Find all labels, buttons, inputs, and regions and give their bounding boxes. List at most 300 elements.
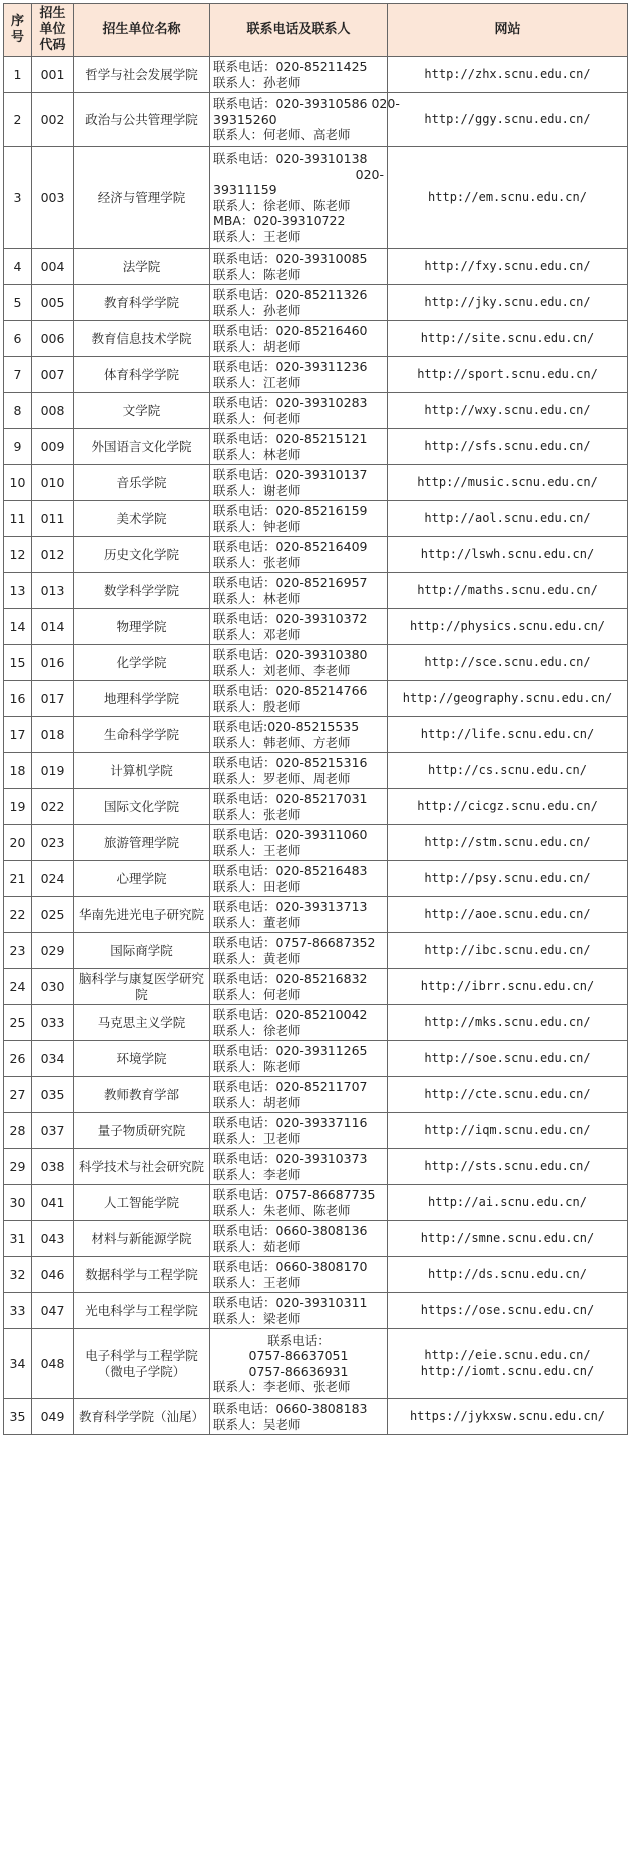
row-number: 20 bbox=[4, 825, 32, 861]
contact-line: 联系人：王老师 bbox=[213, 228, 301, 244]
contact-info bbox=[210, 717, 388, 753]
website-cell bbox=[388, 1113, 628, 1149]
contact-line: 联系电话：020-85214766 bbox=[213, 683, 368, 698]
contact-line: 联系人：张老师 bbox=[213, 806, 301, 822]
contact-line: 联系人：田老师 bbox=[213, 878, 301, 894]
row-number: 13 bbox=[4, 573, 32, 609]
website-link[interactable]: http://ibc.scnu.edu.cn/ bbox=[424, 942, 591, 957]
contact-line: 联系人：江老师 bbox=[213, 374, 301, 390]
unit-code: 024 bbox=[32, 861, 74, 897]
website-link[interactable]: http://iqm.scnu.edu.cn/ bbox=[424, 1122, 591, 1137]
website-link[interactable]: http://stm.scnu.edu.cn/ bbox=[424, 834, 591, 849]
table-row bbox=[4, 321, 628, 357]
contact-line: 联系电话：020-39310311 bbox=[213, 1295, 368, 1310]
website-link[interactable]: http://lswh.scnu.edu.cn/ bbox=[420, 546, 595, 561]
unit-code: 011 bbox=[32, 501, 74, 537]
unit-name: 地理科学学院 bbox=[74, 681, 210, 717]
unit-code: 002 bbox=[32, 93, 74, 147]
table-row bbox=[4, 1005, 628, 1041]
contact-line: 联系人：罗老师、周老师 bbox=[213, 770, 351, 786]
contact-info bbox=[210, 609, 388, 645]
unit-name: 文学院 bbox=[74, 393, 210, 429]
website-link[interactable]: http://aoe.scnu.edu.cn/ bbox=[424, 906, 591, 921]
unit-code: 007 bbox=[32, 357, 74, 393]
website-cell bbox=[388, 1185, 628, 1221]
unit-name: 物理学院 bbox=[74, 609, 210, 645]
website-link[interactable]: http://ggy.scnu.edu.cn/ bbox=[424, 111, 591, 126]
row-number: 21 bbox=[4, 861, 32, 897]
unit-code: 034 bbox=[32, 1041, 74, 1077]
contact-line: 39315260 bbox=[213, 111, 277, 127]
contact-info bbox=[210, 1185, 388, 1221]
website-cell bbox=[388, 609, 628, 645]
unit-name: 教育科学学院（汕尾） bbox=[74, 1399, 210, 1435]
table-row bbox=[4, 501, 628, 537]
website-link[interactable]: http://soe.scnu.edu.cn/ bbox=[424, 1050, 591, 1065]
unit-name: 科学技术与社会研究院 bbox=[74, 1149, 210, 1185]
unit-code: 047 bbox=[32, 1293, 74, 1329]
contact-line: 联系人：何老师 bbox=[213, 986, 301, 1002]
website-link[interactable]: http://cicgz.scnu.edu.cn/ bbox=[417, 798, 598, 813]
contact-line: 联系电话：0660-3808170 bbox=[213, 1259, 368, 1274]
contact-info bbox=[210, 147, 388, 249]
contact-line: 联系人：韩老师、方老师 bbox=[213, 734, 351, 750]
contact-info bbox=[210, 933, 388, 969]
website-link[interactable]: http://em.scnu.edu.cn/ bbox=[428, 189, 587, 204]
unit-name: 教育信息技术学院 bbox=[74, 321, 210, 357]
table-row bbox=[4, 285, 628, 321]
table-row bbox=[4, 393, 628, 429]
unit-code: 013 bbox=[32, 573, 74, 609]
website-cell bbox=[388, 1257, 628, 1293]
unit-code: 019 bbox=[32, 753, 74, 789]
website-link[interactable]: http://iomt.scnu.edu.cn/ bbox=[420, 1363, 595, 1378]
unit-code: 005 bbox=[32, 285, 74, 321]
contact-line: 联系人：茹老师 bbox=[213, 1238, 301, 1254]
unit-name: 脑科学与康复医学研究院 bbox=[74, 969, 210, 1005]
unit-name: 国际文化学院 bbox=[74, 789, 210, 825]
contact-line: 联系电话：0660-3808136 bbox=[213, 1223, 368, 1238]
website-link[interactable]: http://cs.scnu.edu.cn/ bbox=[428, 762, 587, 777]
website-cell bbox=[388, 753, 628, 789]
website-link[interactable]: http://geography.scnu.edu.cn/ bbox=[402, 690, 613, 705]
contact-line: 联系人：邓老师 bbox=[213, 626, 301, 642]
contact-info bbox=[210, 249, 388, 285]
contact-info bbox=[210, 1005, 388, 1041]
contact-line: 联系人：张老师 bbox=[213, 554, 301, 570]
website-link[interactable]: http://mks.scnu.edu.cn/ bbox=[424, 1014, 591, 1029]
website-cell bbox=[388, 93, 628, 147]
contact-line: 联系人：朱老师、陈老师 bbox=[213, 1202, 351, 1218]
contact-line: 联系人：李老师、张老师 bbox=[213, 1379, 351, 1394]
contact-info bbox=[210, 789, 388, 825]
table-row bbox=[4, 1149, 628, 1185]
contact-line: 联系人：孙老师 bbox=[213, 302, 301, 318]
website-cell bbox=[388, 57, 628, 93]
contact-line: 联系电话：020-39310372 bbox=[213, 611, 368, 626]
contact-info bbox=[210, 93, 400, 147]
unit-code: 001 bbox=[32, 57, 74, 93]
website-link[interactable]: http://cte.scnu.edu.cn/ bbox=[424, 1086, 591, 1101]
table-row bbox=[4, 609, 628, 645]
row-number: 1 bbox=[4, 57, 32, 93]
row-number: 30 bbox=[4, 1185, 32, 1221]
website-cell bbox=[388, 1077, 628, 1113]
contact-line: 联系人：吴老师 bbox=[213, 1416, 301, 1432]
unit-name: 音乐学院 bbox=[74, 465, 210, 501]
contact-line: 联系电话：020-85210042 bbox=[213, 1007, 368, 1022]
unit-code: 016 bbox=[32, 645, 74, 681]
website-cell bbox=[388, 1399, 628, 1435]
contact-line: 联系电话：020-85216409 bbox=[213, 539, 368, 554]
contact-line: 0757-86636931 bbox=[248, 1363, 349, 1379]
website-link[interactable]: http://fxy.scnu.edu.cn/ bbox=[424, 258, 591, 273]
row-number: 15 bbox=[4, 645, 32, 681]
row-number: 19 bbox=[4, 789, 32, 825]
row-number: 16 bbox=[4, 681, 32, 717]
contact-line: 联系人：殷老师 bbox=[213, 698, 301, 714]
contact-info bbox=[210, 465, 388, 501]
table-row bbox=[4, 357, 628, 393]
website-cell bbox=[388, 1149, 628, 1185]
contact-info bbox=[210, 1329, 388, 1399]
table-row bbox=[4, 57, 628, 93]
table-row bbox=[4, 789, 628, 825]
unit-name: 数学科学学院 bbox=[74, 573, 210, 609]
contact-line: 联系电话：020-39310283 bbox=[213, 395, 368, 410]
unit-code: 012 bbox=[32, 537, 74, 573]
website-cell bbox=[388, 393, 628, 429]
contact-line: 联系人：谢老师 bbox=[213, 482, 301, 498]
contact-info bbox=[210, 825, 388, 861]
row-number: 3 bbox=[4, 147, 32, 249]
table-row bbox=[4, 1221, 628, 1257]
unit-code: 010 bbox=[32, 465, 74, 501]
contact-line: 联系人：陈老师 bbox=[213, 1058, 301, 1074]
unit-name: 环境学院 bbox=[74, 1041, 210, 1077]
website-link[interactable]: http://music.scnu.edu.cn/ bbox=[417, 474, 598, 489]
unit-name: 华南先进光电子研究院 bbox=[74, 897, 210, 933]
website-link[interactable]: http://site.scnu.edu.cn/ bbox=[420, 330, 595, 345]
contact-info bbox=[210, 1399, 388, 1435]
unit-code: 014 bbox=[32, 609, 74, 645]
row-number: 22 bbox=[4, 897, 32, 933]
website-cell bbox=[388, 645, 628, 681]
table-row bbox=[4, 537, 628, 573]
contact-line: 联系人：李老师 bbox=[213, 1166, 301, 1182]
contact-info bbox=[210, 393, 388, 429]
row-number: 18 bbox=[4, 753, 32, 789]
contact-line: 020- bbox=[355, 166, 384, 182]
website-cell bbox=[388, 357, 628, 393]
unit-name: 经济与管理学院 bbox=[74, 147, 210, 249]
website-cell bbox=[388, 249, 628, 285]
contact-line: 联系电话：020-39313713 bbox=[213, 899, 368, 914]
contact-info bbox=[210, 429, 388, 465]
unit-name: 生命科学学院 bbox=[74, 717, 210, 753]
contact-line: 联系人：梁老师 bbox=[213, 1310, 301, 1326]
contact-line: 联系电话：020-85215121 bbox=[213, 431, 368, 446]
contact-line: 0757-86637051 bbox=[248, 1348, 349, 1363]
table-row bbox=[4, 933, 628, 969]
unit-name: 计算机学院 bbox=[74, 753, 210, 789]
contact-line: 联系电话：020-85215316 bbox=[213, 755, 368, 770]
row-number: 35 bbox=[4, 1399, 32, 1435]
contact-line: 联系人：徐老师 bbox=[213, 1022, 301, 1038]
unit-code: 041 bbox=[32, 1185, 74, 1221]
unit-name: 材料与新能源学院 bbox=[74, 1221, 210, 1257]
table-row bbox=[4, 717, 628, 753]
table-row bbox=[4, 1399, 628, 1435]
contact-line: 联系人：胡老师 bbox=[213, 1094, 301, 1110]
unit-code: 046 bbox=[32, 1257, 74, 1293]
table-row bbox=[4, 1077, 628, 1113]
contact-info bbox=[210, 1257, 388, 1293]
table-row bbox=[4, 897, 628, 933]
website-link[interactable]: http://sfs.scnu.edu.cn/ bbox=[424, 438, 591, 453]
website-link[interactable]: http://sts.scnu.edu.cn/ bbox=[424, 1158, 591, 1173]
table-row bbox=[4, 681, 628, 717]
contact-line: 联系电话：020-39311265 bbox=[213, 1043, 368, 1058]
contact-line: 联系电话： bbox=[267, 1332, 330, 1348]
website-link[interactable]: http://zhx.scnu.edu.cn/ bbox=[424, 66, 591, 81]
contact-info bbox=[210, 57, 388, 93]
contact-line: 联系人：董老师 bbox=[213, 914, 301, 930]
contact-line: 联系人：胡老师 bbox=[213, 338, 301, 354]
contact-info bbox=[210, 1077, 388, 1113]
unit-code: 022 bbox=[32, 789, 74, 825]
contact-line: 联系电话：020-39310380 bbox=[213, 647, 368, 662]
contact-line: 联系人：黄老师 bbox=[213, 950, 301, 966]
contact-info bbox=[210, 1113, 388, 1149]
row-number: 11 bbox=[4, 501, 32, 537]
contact-line: 联系人：王老师 bbox=[213, 842, 301, 858]
contact-line: 联系电话：020-39311236 bbox=[213, 359, 368, 374]
table-row bbox=[4, 1293, 628, 1329]
contact-line: 联系人：徐老师、陈老师 bbox=[213, 197, 351, 213]
row-number: 26 bbox=[4, 1041, 32, 1077]
contact-line: 联系电话:020-85215535 bbox=[213, 719, 360, 734]
contact-line: 联系人：钟老师 bbox=[213, 518, 301, 534]
header-code: 招生单位代码 bbox=[32, 4, 74, 57]
table-row bbox=[4, 753, 628, 789]
unit-code: 048 bbox=[32, 1329, 74, 1399]
website-link[interactable]: http://sport.scnu.edu.cn/ bbox=[417, 366, 598, 381]
contact-line: 联系电话：020-85211425 bbox=[213, 59, 368, 74]
unit-code: 038 bbox=[32, 1149, 74, 1185]
unit-code: 043 bbox=[32, 1221, 74, 1257]
row-number: 32 bbox=[4, 1257, 32, 1293]
contact-line: 联系人：何老师 bbox=[213, 410, 301, 426]
unit-name: 教育科学学院 bbox=[74, 285, 210, 321]
row-number: 2 bbox=[4, 93, 32, 147]
row-number: 10 bbox=[4, 465, 32, 501]
website-link[interactable]: http://wxy.scnu.edu.cn/ bbox=[424, 402, 591, 417]
website-cell bbox=[388, 1041, 628, 1077]
table-row bbox=[4, 465, 628, 501]
website-link[interactable]: http://jky.scnu.edu.cn/ bbox=[424, 294, 591, 309]
row-number: 29 bbox=[4, 1149, 32, 1185]
table-row bbox=[4, 249, 628, 285]
contact-info bbox=[210, 861, 388, 897]
table-row bbox=[4, 429, 628, 465]
website-link[interactable]: http://ds.scnu.edu.cn/ bbox=[428, 1266, 587, 1281]
contact-line: 联系电话：020-85217031 bbox=[213, 791, 368, 806]
contact-info bbox=[210, 1149, 388, 1185]
row-number: 28 bbox=[4, 1113, 32, 1149]
website-link[interactable]: http://smne.scnu.edu.cn/ bbox=[420, 1230, 595, 1245]
contact-line: 联系人：何老师、高老师 bbox=[213, 127, 351, 143]
website-link[interactable]: http://psy.scnu.edu.cn/ bbox=[424, 870, 591, 885]
table-row bbox=[4, 825, 628, 861]
unit-name: 旅游管理学院 bbox=[74, 825, 210, 861]
website-cell bbox=[388, 861, 628, 897]
contact-line: 联系电话：020-85211326 bbox=[213, 287, 368, 302]
unit-name: 外国语言文化学院 bbox=[74, 429, 210, 465]
header-site: 网站 bbox=[388, 4, 628, 57]
website-link[interactable]: http://physics.scnu.edu.cn/ bbox=[409, 618, 606, 633]
table-row bbox=[4, 147, 628, 249]
unit-code: 030 bbox=[32, 969, 74, 1005]
website-cell bbox=[388, 1293, 628, 1329]
header-contact: 联系电话及联系人 bbox=[210, 4, 388, 57]
website-cell bbox=[388, 717, 628, 753]
contact-line: 联系电话：020-85216832 bbox=[213, 971, 368, 986]
contact-info bbox=[210, 1293, 388, 1329]
contact-line: 联系电话：020-39337116 bbox=[213, 1115, 368, 1130]
contact-line: 联系电话：020-39310137 bbox=[213, 467, 368, 482]
website-link[interactable]: http://maths.scnu.edu.cn/ bbox=[417, 582, 598, 597]
website-cell bbox=[388, 1329, 628, 1399]
website-link[interactable]: http://eie.scnu.edu.cn/ bbox=[424, 1348, 591, 1362]
unit-name: 马克思主义学院 bbox=[74, 1005, 210, 1041]
unit-code: 033 bbox=[32, 1005, 74, 1041]
contact-info bbox=[210, 573, 388, 609]
website-cell bbox=[388, 933, 628, 969]
contact-line: MBA：020-39310722 bbox=[213, 213, 346, 228]
unit-code: 004 bbox=[32, 249, 74, 285]
website-cell bbox=[388, 573, 628, 609]
header-row bbox=[4, 4, 628, 57]
unit-code: 049 bbox=[32, 1399, 74, 1435]
website-link[interactable]: http://ibrr.scnu.edu.cn/ bbox=[420, 978, 595, 993]
contact-line: 联系电话：020-39310138 bbox=[213, 151, 368, 166]
row-number: 24 bbox=[4, 969, 32, 1005]
contact-line: 联系电话：0660-3808183 bbox=[213, 1401, 368, 1416]
contact-line: 联系电话：0757-86687352 bbox=[213, 935, 376, 950]
contact-info bbox=[210, 753, 388, 789]
row-number: 17 bbox=[4, 717, 32, 753]
table-row bbox=[4, 1185, 628, 1221]
website-link[interactable]: https://ose.scnu.edu.cn/ bbox=[420, 1302, 595, 1317]
row-number: 5 bbox=[4, 285, 32, 321]
row-number: 7 bbox=[4, 357, 32, 393]
unit-code: 035 bbox=[32, 1077, 74, 1113]
unit-name: 量子物质研究院 bbox=[74, 1113, 210, 1149]
website-cell bbox=[388, 825, 628, 861]
contact-line: 联系人：陈老师 bbox=[213, 266, 301, 282]
row-number: 25 bbox=[4, 1005, 32, 1041]
contact-line: 联系电话：020-39311060 bbox=[213, 827, 368, 842]
contact-info bbox=[210, 321, 388, 357]
unit-name: 光电科学与工程学院 bbox=[74, 1293, 210, 1329]
recruitment-units-table bbox=[3, 3, 628, 1435]
contact-info bbox=[210, 1221, 388, 1257]
contact-info bbox=[210, 897, 388, 933]
header-no: 序号 bbox=[4, 4, 32, 57]
contact-line: 联系电话：020-85216159 bbox=[213, 503, 368, 518]
website-cell bbox=[388, 681, 628, 717]
table-row bbox=[4, 573, 628, 609]
unit-code: 018 bbox=[32, 717, 74, 753]
website-cell bbox=[388, 465, 628, 501]
contact-line: 联系电话：020-39310085 bbox=[213, 251, 368, 266]
website-cell bbox=[388, 429, 628, 465]
contact-info bbox=[210, 681, 388, 717]
website-link[interactable]: https://jykxsw.scnu.edu.cn/ bbox=[409, 1408, 606, 1423]
contact-line: 联系人：林老师 bbox=[213, 446, 301, 462]
unit-code: 009 bbox=[32, 429, 74, 465]
unit-code: 025 bbox=[32, 897, 74, 933]
website-link[interactable]: http://ai.scnu.edu.cn/ bbox=[428, 1194, 587, 1209]
table-row bbox=[4, 969, 628, 1005]
contact-line: 联系电话：020-85216460 bbox=[213, 323, 368, 338]
table-row bbox=[4, 93, 628, 147]
website-link[interactable]: http://life.scnu.edu.cn/ bbox=[420, 726, 595, 741]
contact-line: 联系电话：020-85216957 bbox=[213, 575, 368, 590]
table-row bbox=[4, 1041, 628, 1077]
contact-info bbox=[210, 537, 388, 573]
contact-line: 联系电话：020-85211707 bbox=[213, 1079, 368, 1094]
website-cell bbox=[388, 969, 628, 1005]
unit-code: 029 bbox=[32, 933, 74, 969]
website-cell bbox=[388, 501, 628, 537]
unit-name: 体育科学学院 bbox=[74, 357, 210, 393]
website-cell bbox=[388, 537, 628, 573]
website-link[interactable]: http://aol.scnu.edu.cn/ bbox=[424, 510, 591, 525]
table-body bbox=[4, 57, 628, 1435]
unit-name: 美术学院 bbox=[74, 501, 210, 537]
row-number: 31 bbox=[4, 1221, 32, 1257]
contact-line: 联系电话：020-39310373 bbox=[213, 1151, 368, 1166]
unit-name: 化学学院 bbox=[74, 645, 210, 681]
contact-info bbox=[210, 357, 388, 393]
contact-info bbox=[210, 645, 388, 681]
website-cell bbox=[388, 321, 628, 357]
row-number: 4 bbox=[4, 249, 32, 285]
website-link[interactable]: http://sce.scnu.edu.cn/ bbox=[424, 654, 591, 669]
table-row bbox=[4, 1113, 628, 1149]
website-cell bbox=[388, 1005, 628, 1041]
unit-code: 017 bbox=[32, 681, 74, 717]
table-row bbox=[4, 1257, 628, 1293]
unit-name: 心理学院 bbox=[74, 861, 210, 897]
website-cell bbox=[388, 789, 628, 825]
row-number: 9 bbox=[4, 429, 32, 465]
contact-line: 联系电话：020-39310586 020- bbox=[213, 96, 400, 112]
unit-name: 人工智能学院 bbox=[74, 1185, 210, 1221]
unit-code: 037 bbox=[32, 1113, 74, 1149]
contact-line: 联系人：卫老师 bbox=[213, 1130, 301, 1146]
unit-name: 国际商学院 bbox=[74, 933, 210, 969]
table-row bbox=[4, 1329, 628, 1399]
unit-name: 历史文化学院 bbox=[74, 537, 210, 573]
contact-info bbox=[210, 501, 388, 537]
row-number: 12 bbox=[4, 537, 32, 573]
row-number: 33 bbox=[4, 1293, 32, 1329]
contact-info bbox=[210, 285, 388, 321]
row-number: 27 bbox=[4, 1077, 32, 1113]
